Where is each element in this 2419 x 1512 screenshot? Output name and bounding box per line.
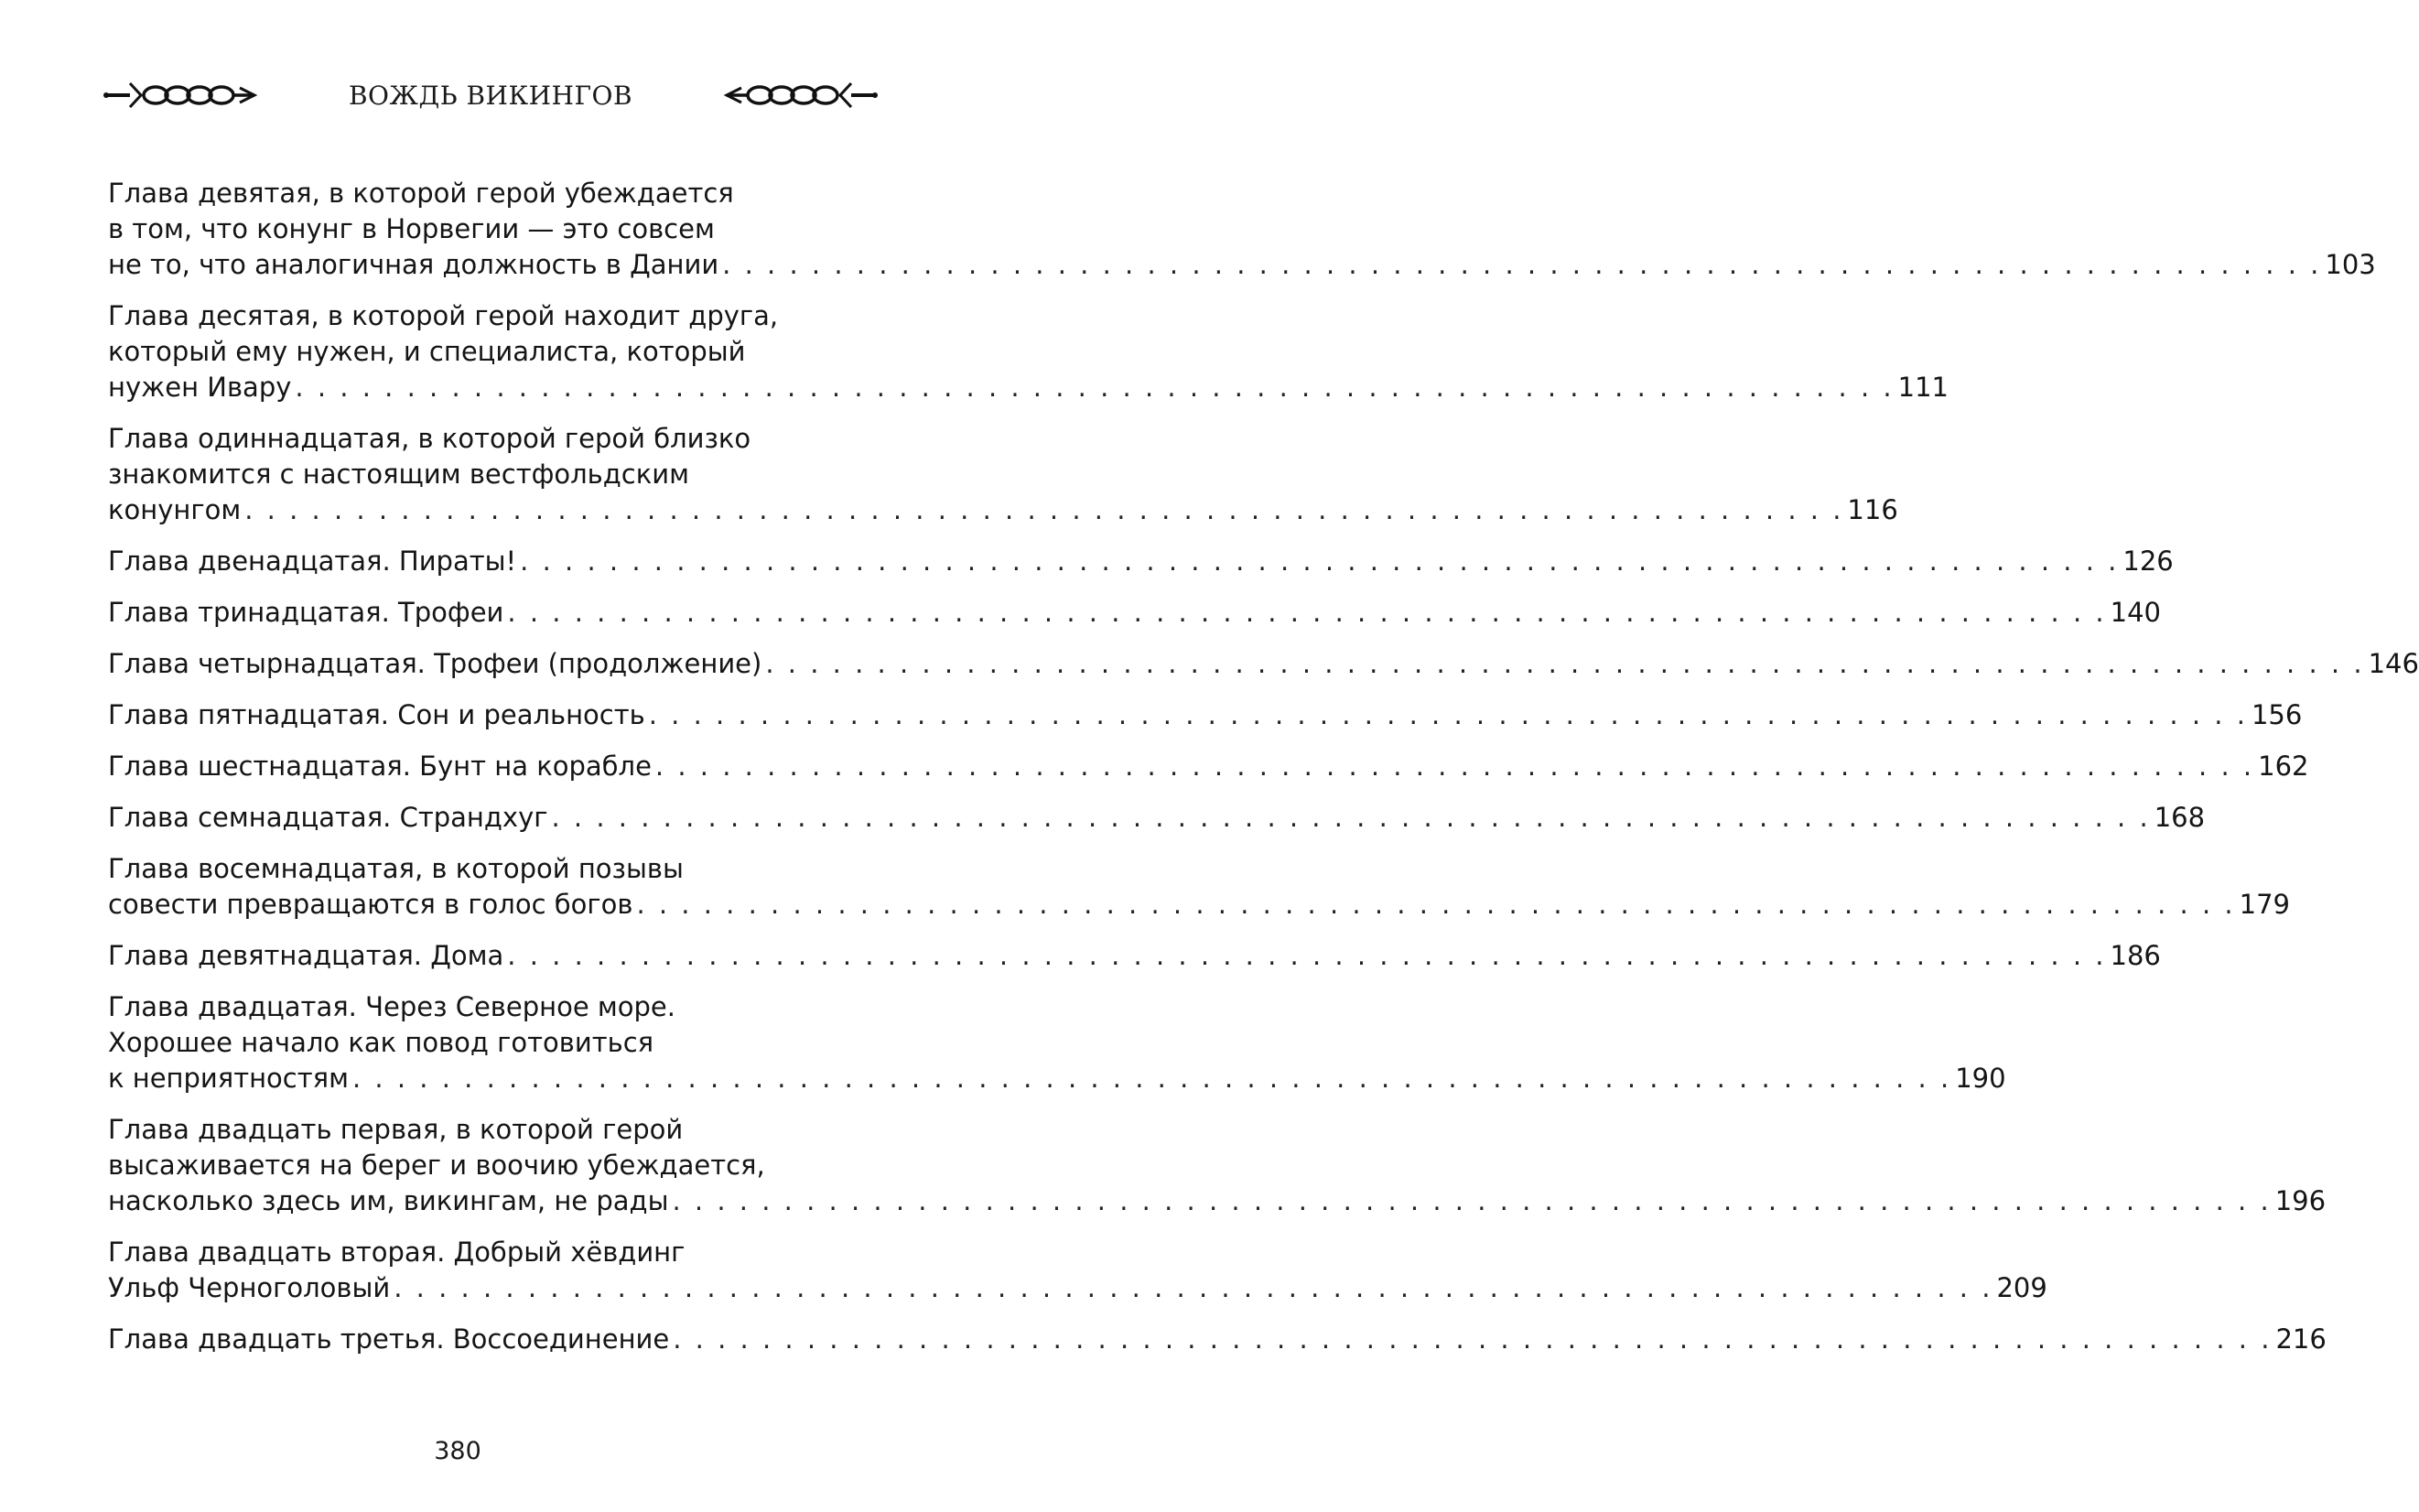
toc-page-number: 190	[1955, 1063, 2006, 1094]
toc-entry-title: Глава пятнадцатая. Сон и реальность	[108, 699, 645, 730]
toc-entry-last-line	[108, 492, 1898, 528]
toc-entry-line: Глава двадцать первая, в которой герой	[108, 1114, 684, 1145]
toc-entry-title: Глава девятнадцатая. Дома	[108, 940, 504, 971]
toc-entry-title: нужен Ивару	[108, 372, 292, 403]
toc-entry-last-line	[108, 595, 2161, 631]
toc-entry-last-line	[108, 247, 2376, 283]
toc-entry-last-line	[108, 697, 2303, 733]
toc-page-number: 146	[2368, 648, 2419, 679]
dot-leader: . . . . . . . . . . . . . . . . . . . . . . . . . . . . . . . . . . . . . . . . . . . . . . . . . . . . . . . . . . . . . . . . . . . . . . . .	[722, 249, 2322, 280]
toc-entry-line: Глава одиннадцатая, в которой герой близко	[108, 423, 751, 454]
header-title: ВОЖДЬ ВИКИНГОВ	[348, 80, 633, 111]
toc-entry-line: Глава девятая, в которой герой убеждается	[108, 178, 734, 209]
toc-entry[interactable]	[108, 544, 2174, 579]
toc-entry-last-line	[108, 1270, 2047, 1306]
toc-entry-title: Ульф Черноголовый	[108, 1272, 391, 1303]
toc-entry-title: к неприятностям	[108, 1063, 349, 1094]
toc-entry[interactable]	[108, 595, 2161, 631]
toc-entry-last-line	[108, 646, 2419, 682]
dot-leader: . . . . . . . . . . . . . . . . . . . . . . . . . . . . . . . . . . . . . . . . . . . . . . . . . . . . . . . . . . . . . . . . . . . . . . . .	[394, 1272, 1993, 1303]
right-ornament-icon	[723, 80, 879, 111]
toc-entry-last-line	[108, 370, 1949, 405]
toc-entry-last-line	[108, 749, 2309, 784]
dot-leader: . . . . . . . . . . . . . . . . . . . . . . . . . . . . . . . . . . . . . . . . . . . . . . . . . . . . . . . . . . . . . . . . . . . . . . . .	[295, 372, 1895, 403]
toc-page-number: 179	[2239, 889, 2291, 920]
toc-entry[interactable]	[108, 298, 1949, 405]
toc-entry[interactable]	[108, 1235, 2047, 1306]
running-header	[103, 77, 879, 113]
toc-entry-title: Глава тринадцатая. Трофеи	[108, 597, 504, 628]
dot-leader: . . . . . . . . . . . . . . . . . . . . . . . . . . . . . . . . . . . . . . . . . . . . . . . . . . . . . . . . . . . . . . . . . . . . . . . .	[648, 699, 2248, 730]
toc-entry-title: Глава четырнадцатая. Трофеи (продолжение)	[108, 648, 762, 679]
toc-entry[interactable]	[108, 851, 2291, 923]
dot-leader: . . . . . . . . . . . . . . . . . . . . . . . . . . . . . . . . . . . . . . . . . . . . . . . . . . . . . . . . . . . . . . . . . . . . . . . .	[520, 545, 2120, 577]
dot-leader: . . . . . . . . . . . . . . . . . . . . . . . . . . . . . . . . . . . . . . . . . . . . . . . . . . . . . . . . . . . . . . . . . . . . . . . .	[636, 889, 2236, 920]
dot-leader: . . . . . . . . . . . . . . . . . . . . . . . . . . . . . . . . . . . . . . . . . . . . . . . . . . . . . . . . . . . . . . . . . . . . . . . .	[244, 494, 1844, 525]
toc-entry-last-line	[108, 1061, 2006, 1096]
toc-page-number: 103	[2325, 249, 2376, 280]
dot-leader: . . . . . . . . . . . . . . . . . . . . . . . . . . . . . . . . . . . . . . . . . . . . . . . . . . . . . . . . . . . . . . . . . . . . . . . .	[507, 597, 2107, 628]
toc-entry-last-line	[108, 1322, 2327, 1357]
toc-entry[interactable]	[108, 697, 2303, 733]
toc-entry-title: совести превращаются в голос богов	[108, 889, 633, 920]
table-of-contents	[108, 176, 2419, 1373]
toc-entry-line: в том, что конунг в Норвегии — это совсем	[108, 213, 715, 244]
toc-entry-last-line	[108, 544, 2174, 579]
toc-entry-last-line	[108, 887, 2291, 923]
dot-leader: . . . . . . . . . . . . . . . . . . . . . . . . . . . . . . . . . . . . . . . . . . . . . . . . . . . . . . . . . . . . . . . . . . . . . . . .	[672, 1185, 2272, 1216]
toc-entry-line: который ему нужен, и специалиста, который	[108, 336, 746, 367]
toc-entry-last-line	[108, 1183, 2327, 1219]
toc-entry-title: Глава семнадцатая. Страндхуг	[108, 802, 548, 833]
toc-page-number: 186	[2110, 940, 2161, 971]
toc-entry[interactable]	[108, 1112, 2327, 1219]
toc-page-number: 162	[2258, 751, 2309, 782]
toc-entry-line: Глава десятая, в которой герой находит друга,	[108, 300, 779, 331]
toc-entry-line: высаживается на берег и воочию убеждается,	[108, 1150, 765, 1181]
toc-entry[interactable]	[108, 646, 2419, 682]
toc-entry-line: знакомится с настоящим вестфольдским	[108, 459, 689, 490]
toc-page-number: 168	[2154, 802, 2206, 833]
toc-entry[interactable]	[108, 749, 2309, 784]
toc-entry[interactable]	[108, 421, 1898, 528]
page-number: 380	[434, 1437, 481, 1465]
toc-entry[interactable]	[108, 176, 2376, 283]
toc-entry-last-line	[108, 938, 2161, 974]
toc-page-number: 209	[1996, 1272, 2047, 1303]
dot-leader: . . . . . . . . . . . . . . . . . . . . . . . . . . . . . . . . . . . . . . . . . . . . . . . . . . . . . . . . . . . . . . . . . . . . . . . .	[507, 940, 2107, 971]
toc-page-number: 111	[1897, 372, 1949, 403]
dot-leader: . . . . . . . . . . . . . . . . . . . . . . . . . . . . . . . . . . . . . . . . . . . . . . . . . . . . . . . . . . . . . . . . . . . . . . . .	[351, 1063, 1952, 1094]
toc-page-number: 126	[2122, 545, 2174, 577]
dot-leader: . . . . . . . . . . . . . . . . . . . . . . . . . . . . . . . . . . . . . . . . . . . . . . . . . . . . . . . . . . . . . . . . . . . . . . . .	[765, 648, 2365, 679]
toc-entry-title: насколько здесь им, викингам, не рады	[108, 1185, 669, 1216]
toc-entry-title: Глава двадцать третья. Воссоединение	[108, 1323, 670, 1355]
toc-entry[interactable]	[108, 1322, 2327, 1357]
toc-page-number: 216	[2275, 1323, 2327, 1355]
toc-entry[interactable]	[108, 989, 2006, 1096]
toc-entry-line: Глава двадцать вторая. Добрый хёвдинг	[108, 1237, 686, 1268]
toc-entry-title: не то, что аналогичная должность в Дании	[108, 249, 719, 280]
left-ornament-icon	[103, 80, 258, 111]
toc-entry[interactable]	[108, 938, 2161, 974]
toc-entry[interactable]	[108, 800, 2206, 836]
toc-entry-last-line	[108, 800, 2206, 836]
toc-page-number: 140	[2110, 597, 2161, 628]
dot-leader: . . . . . . . . . . . . . . . . . . . . . . . . . . . . . . . . . . . . . . . . . . . . . . . . . . . . . . . . . . . . . . . . . . . . . . . .	[551, 802, 2151, 833]
toc-entry-title: конунгом	[108, 494, 242, 525]
toc-page-number: 156	[2251, 699, 2303, 730]
toc-entry-title: Глава шестнадцатая. Бунт на корабле	[108, 751, 652, 782]
dot-leader: . . . . . . . . . . . . . . . . . . . . . . . . . . . . . . . . . . . . . . . . . . . . . . . . . . . . . . . . . . . . . . . . . . . . . . . .	[673, 1323, 2273, 1355]
toc-page-number: 196	[2274, 1185, 2327, 1216]
toc-entry-title: Глава двенадцатая. Пираты!	[108, 545, 517, 577]
dot-leader: . . . . . . . . . . . . . . . . . . . . . . . . . . . . . . . . . . . . . . . . . . . . . . . . . . . . . . . . . . . . . . . . . . . . . . . .	[654, 751, 2255, 782]
toc-entry-line: Хорошее начало как повод готовиться	[108, 1027, 654, 1058]
toc-page-number: 116	[1847, 494, 1898, 525]
toc-entry-line: Глава двадцатая. Через Северное море.	[108, 991, 675, 1022]
toc-entry-line: Глава восемнадцатая, в которой позывы	[108, 853, 684, 884]
